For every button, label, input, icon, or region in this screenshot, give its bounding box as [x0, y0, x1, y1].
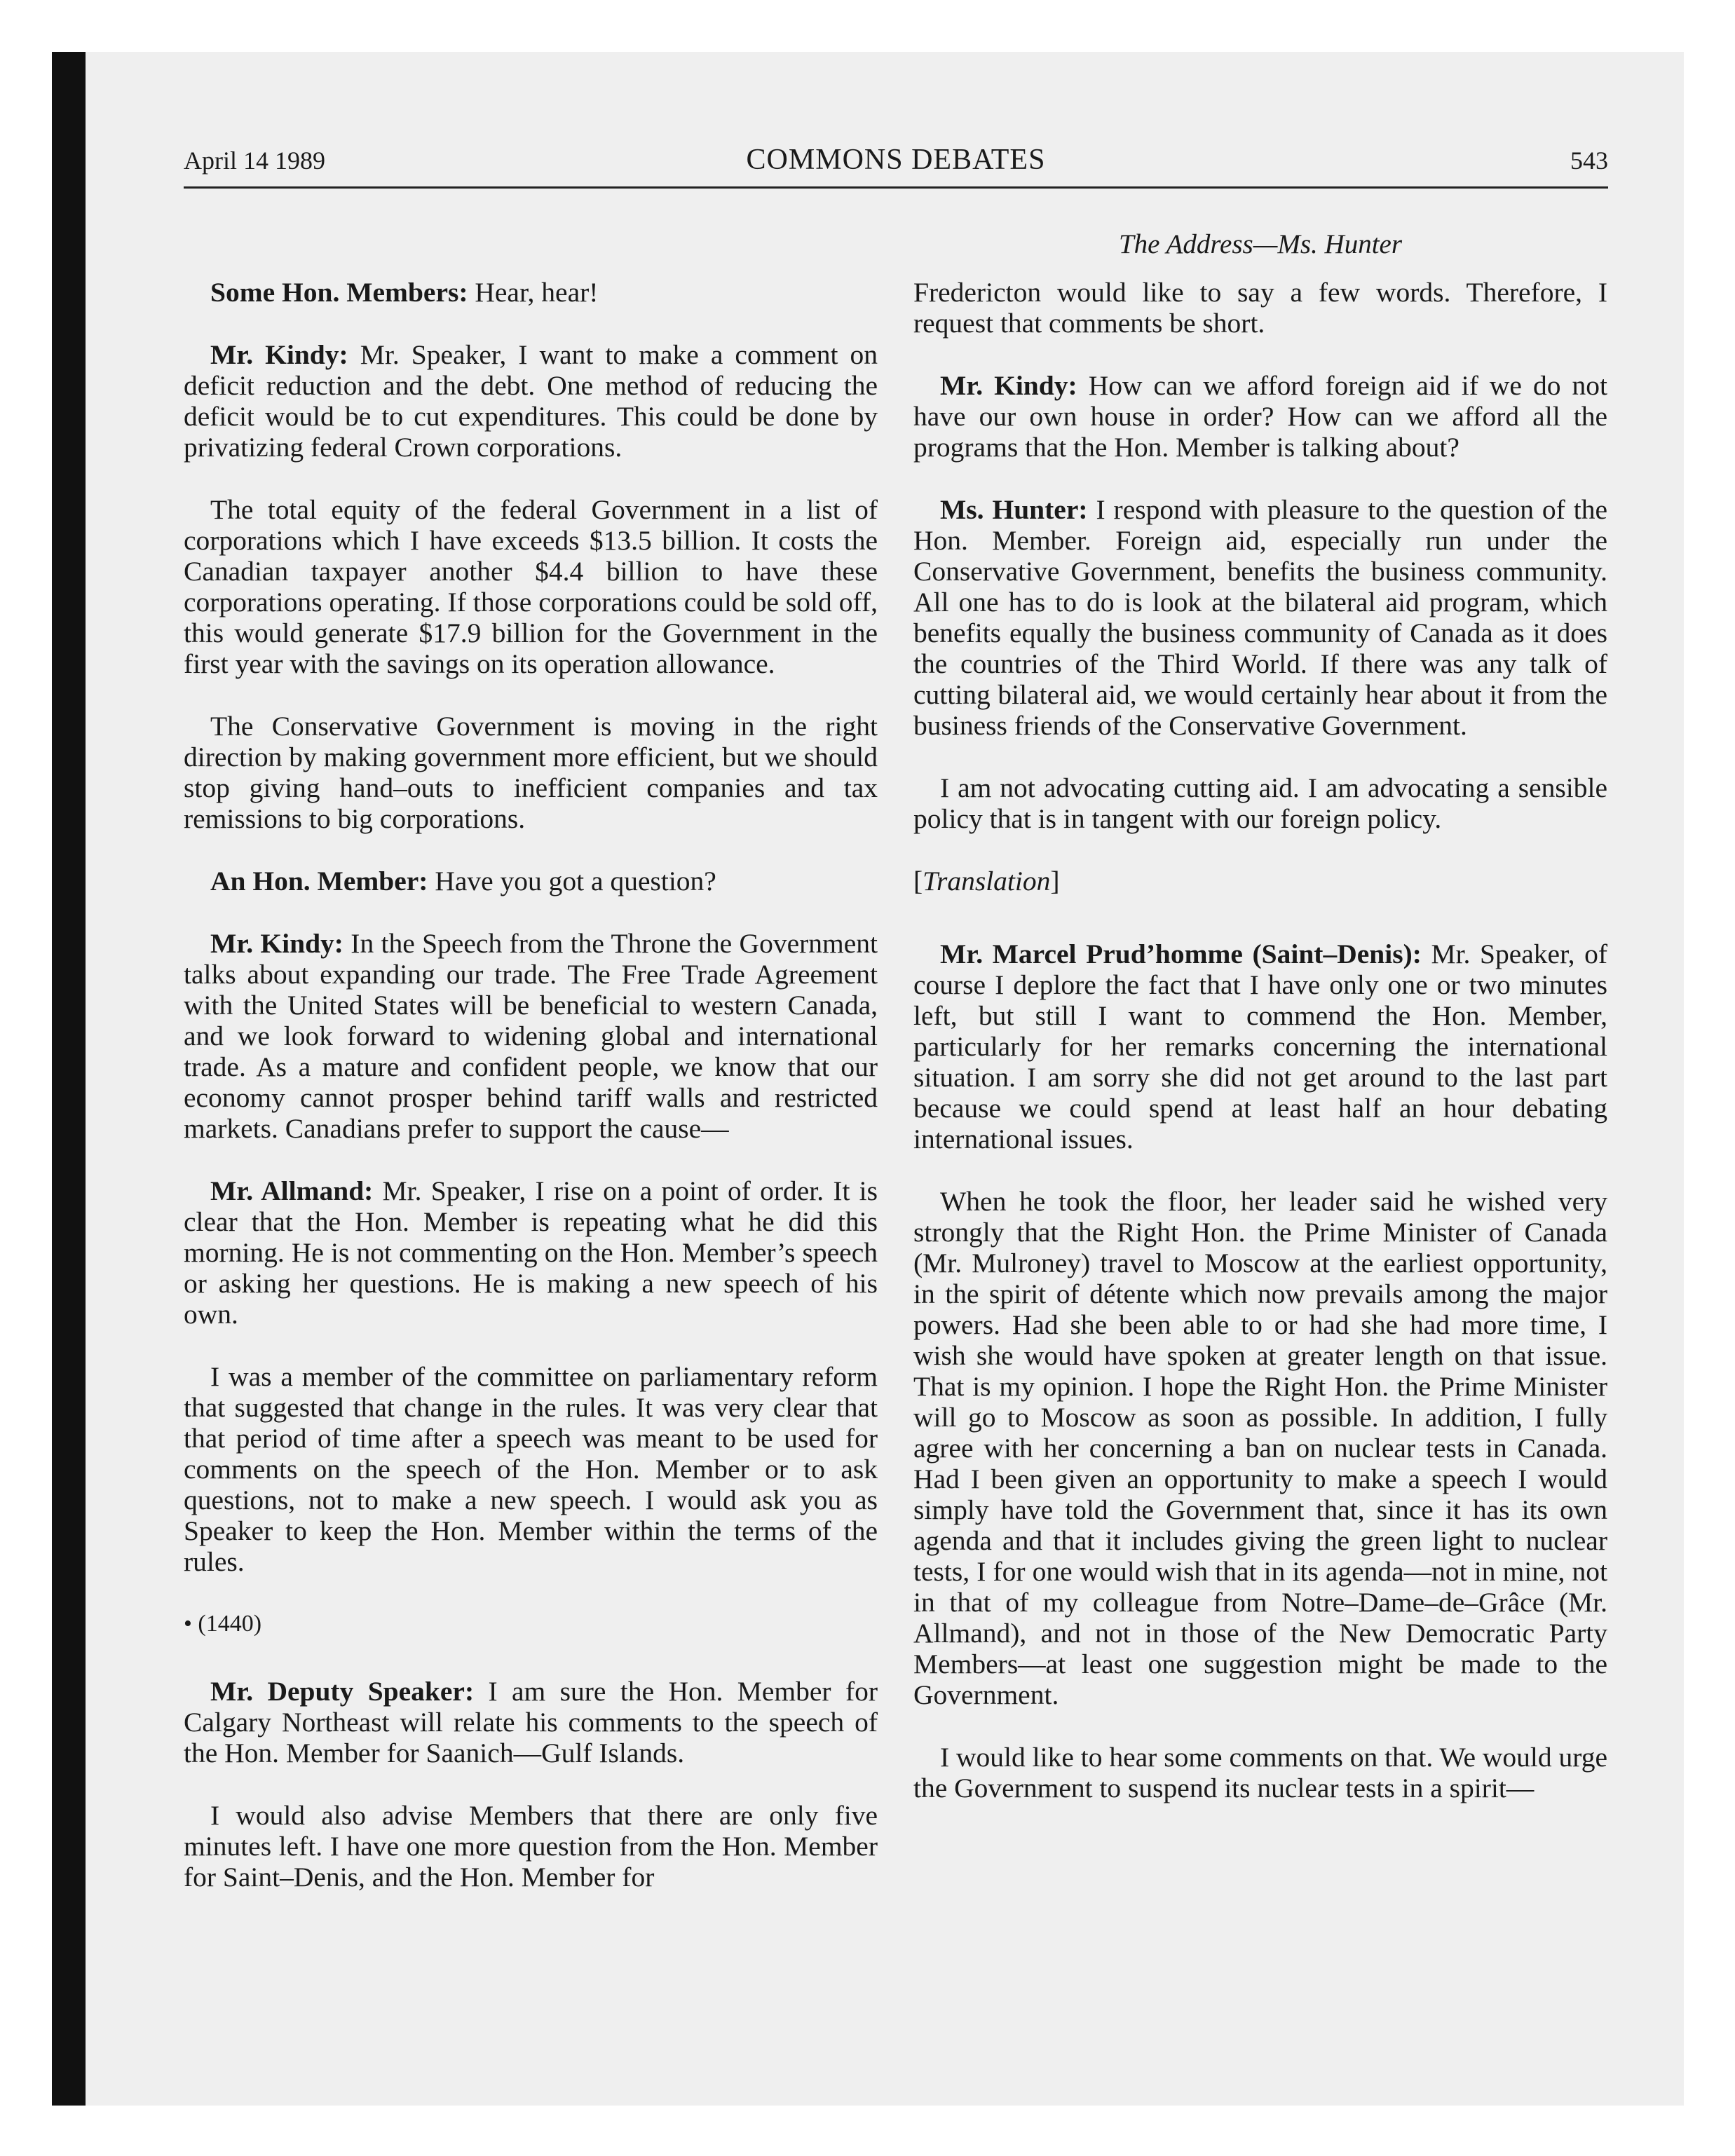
paragraph — [184, 1361, 878, 1577]
scan-edge-bar — [52, 52, 86, 2106]
paragraph-text: The total equity of the federal Government in a list of corporations which I have exceeds $13.5 billion. It costs the Canadian taxpayer another $4.4 billion to have these corporations operating. If those corporations could be sold off, this would generate $17.9 billion for the Government in the first year with the savings on its operation allowance. — [184, 494, 878, 679]
speaker-name: Mr. Marcel Prud’homme (Saint–Denis): — [940, 939, 1422, 969]
paragraph — [184, 1800, 878, 1892]
paragraph — [184, 1175, 878, 1330]
paragraph — [184, 339, 878, 463]
speaker-name: Mr. Kindy: — [940, 370, 1077, 401]
paragraph — [184, 494, 878, 679]
paragraph-text: Mr. Speaker, I rise on a point of order. It is clear that the Hon. Member is repeating what he did this morning. He is not commenting on the Hon. Member’s speech or asking her questions. He is making a new speech of his own. — [184, 1175, 878, 1330]
page-number: 543 — [1570, 146, 1608, 175]
speaker-name: Mr. Allmand: — [210, 1175, 374, 1206]
paragraph-text: I respond with pleasure to the question of the Hon. Member. Foreign aid, especially run under the Conservative Government, benefits the business community. All one has to do is look at the bilateral aid program, which benefits equally the business community of Canada as it does the countries of the Third World. If there was any talk of cutting bilateral aid, we would certainly hear about it from the business friends of the Conservative Government. — [913, 494, 1608, 741]
paragraph-text: When he took the floor, her leader said he wished very strongly that the Right Hon. the Prime Minister of Canada (Mr. Mulroney) travel to Moscow at the earliest opportunity, in the spirit of détente which now prevails among the major powers. Had she been able to or had she had more time, I wish she would have spoken at greater length on that issue. That is my opinion. I hope the Right Hon. the Prime Minister will go to Moscow as soon as possible. In addition, I fully agree with her concerning a ban on nuclear tests in Canada. Had I been given an opportunity to make a speech I would simply have told the Government that, since it has its own agenda and that it includes giving the green light to nuclear tests, I for one would wish that in its agenda—not in mine, not in that of my colleague from Notre–Dame–de–Grâce (Mr. Allmand), and not in those of the New Democratic Party Members—at least one suggestion might be made to the Government. — [913, 1186, 1607, 1710]
paragraph-text: I am sure the Hon. Member for Calgary Northeast will relate his comments to the speech of the Hon. Member for Saanich—Gulf Islands. — [184, 1676, 878, 1768]
paragraph — [913, 277, 1607, 339]
paragraph-text: Mr. Speaker, I want to make a comment on deficit reduction and the debt. One method of reducing the deficit would be to cut expenditures. This could be done by privatizing federal Crown corporations. — [184, 339, 878, 463]
paragraph — [913, 494, 1607, 741]
paragraph — [913, 772, 1607, 834]
speaker-name: An Hon. Member: — [210, 866, 428, 896]
paragraph-text: I would like to hear some comments on that. We would urge the Government to suspend its nuclear tests in a spirit— — [913, 1742, 1607, 1803]
paragraph-text: Have you got a question? — [428, 866, 716, 896]
paragraph-text: The Conservative Government is moving in the right direction by making government more efficient, but we should stop giving hand–outs to inefficient companies and tax remissions to big corporations. — [184, 711, 878, 834]
right-column — [913, 277, 1607, 1835]
header-title: COMMONS DEBATES — [746, 144, 1046, 176]
paragraph — [913, 370, 1607, 463]
page-header — [184, 140, 1608, 189]
paragraph-text: I would also advise Members that there are only five minutes left. I have one more question from the Hon. Member for Saint–Denis, and the Hon. Member for — [184, 1800, 878, 1892]
header-rule — [184, 186, 1608, 189]
paragraph-text: Hear, hear! — [468, 277, 599, 308]
speaker-name: Mr. Kindy: — [210, 928, 343, 959]
speaker-name: Mr. Deputy Speaker: — [210, 1676, 475, 1707]
running-head: The Address—Ms. Hunter — [1118, 229, 1403, 259]
bracket-close: ] — [1050, 866, 1060, 896]
paragraph-text: How can we afford foreign aid if we do not have our own house in order? How can we afford all the programs that the Hon. Member is talking about? — [913, 370, 1608, 463]
paragraph-text: Fredericton would like to say a few words. Therefore, I request that comments be short. — [913, 277, 1607, 339]
speaker-name: Mr. Kindy: — [210, 339, 348, 370]
header-date: April 14 1989 — [184, 146, 325, 175]
speaker-name: Some Hon. Members: — [210, 277, 468, 308]
paragraph-text: Mr. Speaker, of course I deplore the fact that I have only one or two minutes left, but still I want to commend the Hon. Member, particularly for her remarks concerning the international situation. I am sorry she did not get around to the last part because we could spend at least half an hour debating international issues. — [913, 939, 1607, 1154]
translation-label: Translation — [923, 866, 1051, 896]
paragraph — [184, 928, 878, 1144]
left-column — [184, 277, 878, 1924]
paragraph — [184, 1676, 878, 1768]
time-marker: • (1440) — [184, 1611, 262, 1637]
bracket-open: [ — [913, 866, 923, 896]
paragraph — [184, 277, 878, 308]
paragraph-text: In the Speech from the Throne the Government talks about expanding our trade. The Free Trade Agreement with the United States will be beneficial to western Canada, and we look forward to widening global and international trade. As a mature and confident people, we know that our economy cannot prosper behind tariff walls and restricted markets. Canadians prefer to support the cause— — [184, 928, 878, 1144]
paragraph-text: I was a member of the committee on parliamentary reform that suggested that change in the rules. It was very clear that that period of time after a speech was meant to be used for comments on the speech of the Hon. Member or to ask questions, not to make a new speech. I would ask you as Speaker to keep the Hon. Member within the terms of the rules. — [184, 1361, 878, 1577]
paragraph-text: I am not advocating cutting aid. I am advocating a sensible policy that is in tangent with our foreign policy. — [913, 772, 1607, 834]
speaker-name: Ms. Hunter: — [940, 494, 1088, 525]
paragraph — [184, 711, 878, 834]
paragraph — [184, 866, 878, 896]
paragraph — [913, 939, 1607, 1154]
translation-marker — [913, 866, 1607, 896]
paragraph — [913, 1742, 1607, 1803]
paragraph — [913, 1186, 1607, 1710]
